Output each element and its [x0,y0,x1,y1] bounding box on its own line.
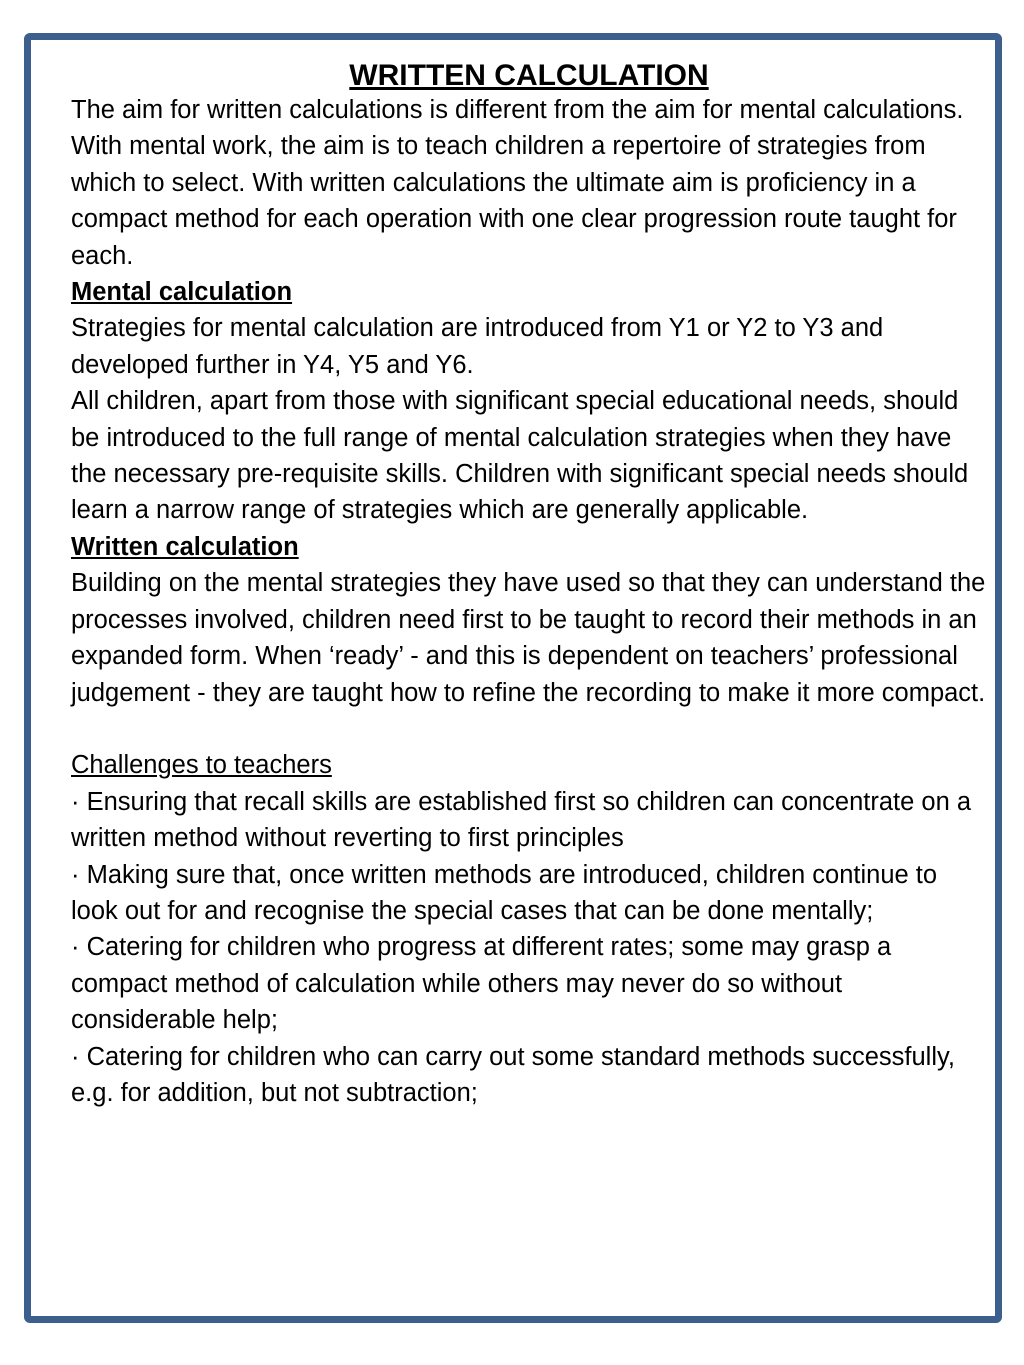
written-paragraph: Building on the mental strategies they have used so that they can understand the processes involved, children need first to be taught to record their methods in an expanded form. When ‘ready’ - and this is dependent on teachers’ professional judgement - they are taught how to refine the recording to make it more compact. [71,569,986,707]
mental-paragraph-2: All children, apart from those with significant special educational needs, should be introduced to the full range of mental calculation strategies when they have the necessary pre-requisite skills. Children with significant special needs should learn a narrow range of strategies which are generally applicable. [71,387,969,525]
mental-paragraph-1: Strategies for mental calculation are introduced from Y1 or Y2 to Y3 and developed further in Y4, Y5 and Y6. [71,314,884,379]
intro-paragraph: The aim for written calculations is different from the aim for mental calculations. With mental work, the aim is to teach children a repertoire of strategies from which to select. With written calculations the ultimate aim is proficiency in a compact method for each operation with one clear progression route taught for each. [71,96,964,270]
written-calculation-heading: Written calculation [71,532,299,561]
challenges-heading: Challenges to teachers [71,751,332,780]
document-content [71,56,987,1111]
challenge-item-1: · Ensuring that recall skills are established first so children can concentrate on a written method without reverting to first principles [71,787,972,853]
page-title: WRITTEN CALCULATION [349,59,709,92]
challenge-item-3: · Catering for children who progress at different rates; some may grasp a compact method of calculation while others may never do so without considerable help; [71,933,892,1035]
mental-calculation-heading: Mental calculation [71,278,293,307]
challenge-item-2: · Making sure that, once written methods are introduced, children continue to look out for and recognise the special cases that can be done mentally; [71,860,938,925]
section-spacer [71,711,987,747]
document-frame [24,33,1002,1323]
challenge-item-4: · Catering for children who can carry out some standard methods successfully, e.g. for addition, but not subtraction; [71,1042,955,1107]
